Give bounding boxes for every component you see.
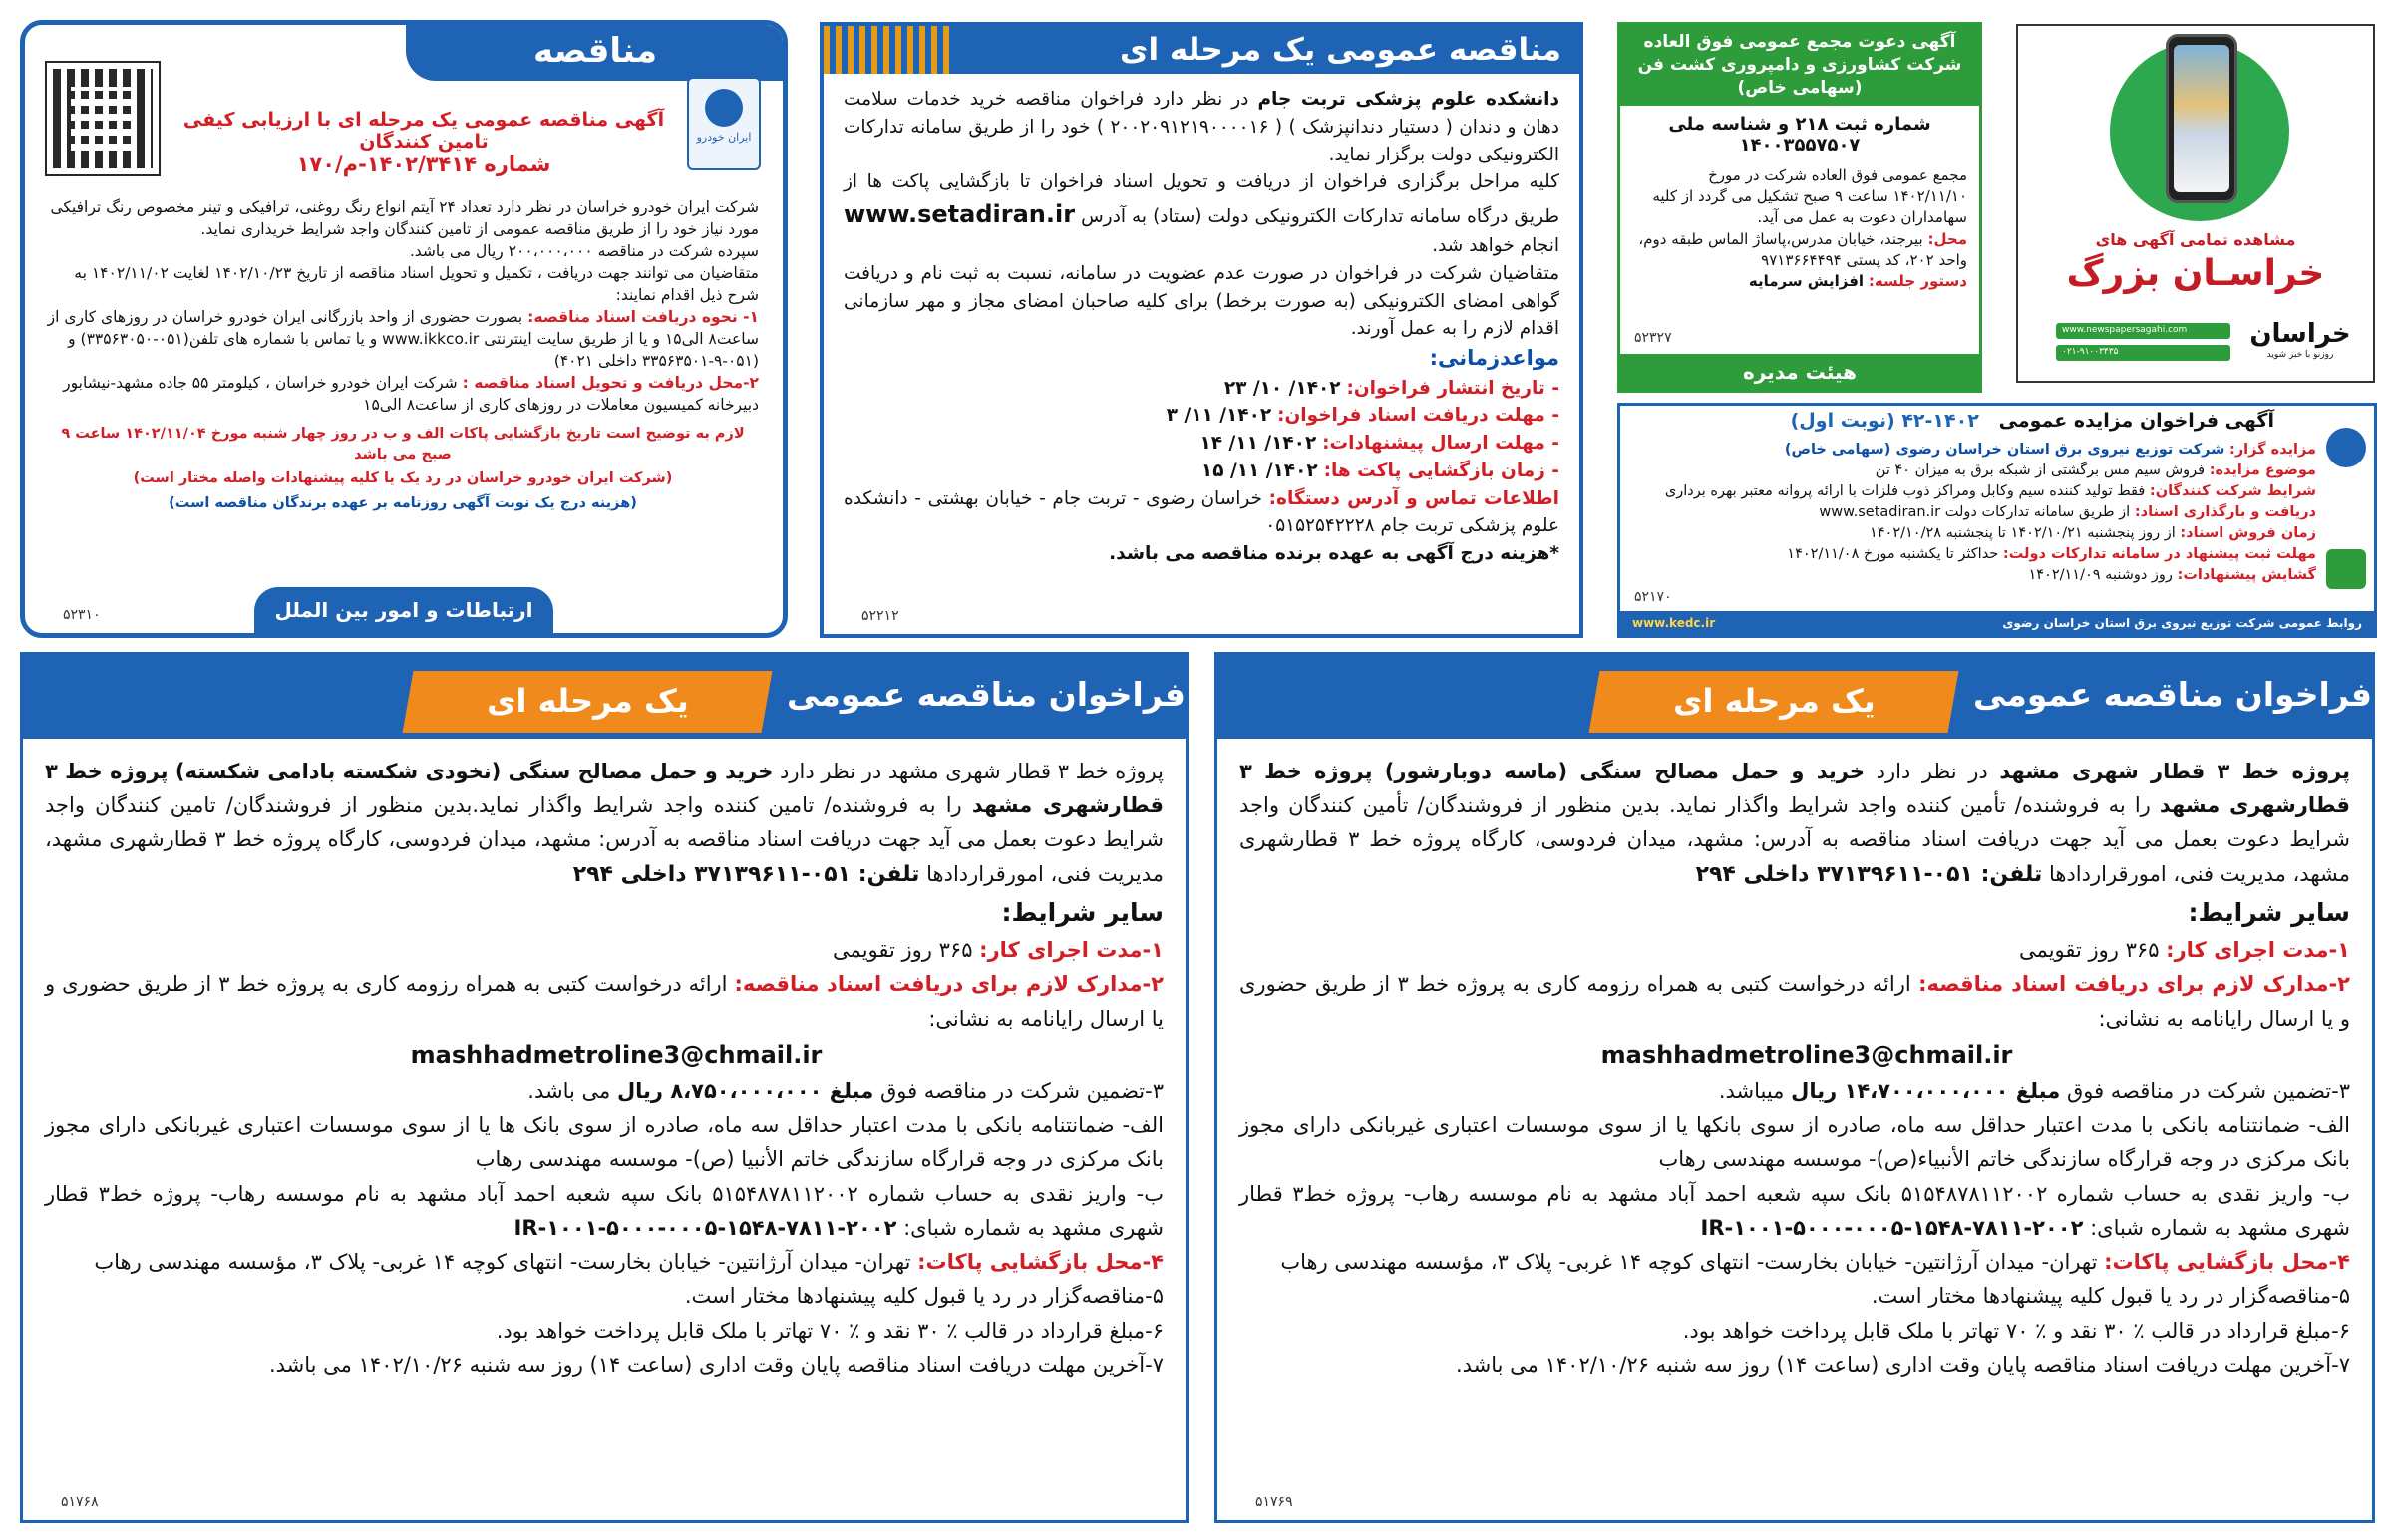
cost-note: (هزینه درج یک نوبت آگهی روزنامه بر عهده برندگان مناقصه است) [169, 494, 637, 511]
phone-number: تلفن: ۰۵۱-۳۷۱۳۹۶۱۱ داخلی ۲۹۴ [572, 861, 920, 887]
contact-label: اطلاعات تماس و آدرس دستگاه: [1268, 487, 1559, 509]
energy-icon [2326, 549, 2366, 589]
condition-row [1239, 933, 2350, 967]
promo-brand: خراسـان بزرگ [2066, 253, 2325, 294]
project-name: پروژه خط ۳ قطار شهری مشهد [1999, 760, 2350, 783]
metro-tender-ad-gravel [20, 652, 1189, 1523]
info-row [1636, 565, 2316, 586]
ad-body [1239, 755, 2350, 1382]
email-link[interactable]: mashhadmetroline3@chmail.ir [410, 1040, 823, 1069]
condition-label: ۴-محل بازگشایی پاکات: [2104, 1250, 2350, 1275]
tender-ad-iran-khodro [20, 20, 788, 638]
section-label: ۱- نحوه دریافت اسناد مناقصه: [527, 308, 759, 326]
ad-body [824, 74, 1579, 568]
paragraph-text: را به فروشنده/ تأمین کننده واجد شرایط واگذار نماید. بدین منظور از فروشندگان/ تأمین کنندگان واجد شرایط دعوت بعمل می آید جهت دریافت اسناد مناقصه به آدرس: مشهد، میدان فردوسی، کارگاه پروژه خط ۳ قطارشهری مشهد، مدیریت فنی، امورقراردادها [1239, 793, 2351, 886]
ad-footer: ارتباطات و امور بین الملل [254, 587, 553, 635]
ad-code: ۵۲۱۷۰ [1634, 589, 1672, 605]
date-row [844, 402, 1559, 430]
paragraph-text: پروژه خط ۳ قطار شهری مشهد در نظر دارد [773, 760, 1164, 783]
smartphone-icon [2166, 34, 2237, 203]
opening-note: لازم به توضیح است تاریخ بازگشایی پاکات الف و ب در روز چهار شنبه مورخ ۱۴۰۲/۱۱/۰۴ ساعت ۹ صبح می باشد [61, 426, 745, 462]
contact-text: خراسان رضوی - تربت جام - خیابان بهشتی - دانشکده علوم پزشکی تربت جام ۰۵۱۵۲۵۴۲۲۲۸ [844, 487, 1559, 537]
ad-footer: هیئت مدیره [1620, 354, 1979, 390]
condition-row [1239, 1177, 2350, 1245]
cost-note: *هزینه درج آگهی به عهده برنده مناقصه می باشد. [1109, 543, 1559, 564]
condition-row [45, 967, 1164, 1035]
condition-text: ارائه درخواست کتبی به همراه رزومه کاری به پروژه خط ۳ از طریق حضوری و یا ارسال رایانامه به نشانی: [45, 972, 1164, 1031]
date-value: ۱۴۰۲/ ۱۱/ ۱۵ [1200, 460, 1318, 481]
metro-tender-ad-sand [1214, 652, 2375, 1523]
iban-number: IR-۱۰۰۱-۵۰۰۰-۰۰۰۵-۱۵۴۸-۷۸۱۱-۲۰۰۲ [513, 1215, 897, 1240]
ad-tag [1589, 671, 1959, 733]
other-conditions-title: سایر شرایط: [2188, 897, 2350, 927]
assembly-notice-ad [1617, 22, 1982, 393]
condition-text: ۳-تضمین شرکت در مناقصه فوق [2060, 1079, 2350, 1104]
condition-row [45, 1075, 1164, 1108]
footer-text: روابط عمومی شرکت توزیع نیروی برق استان خراسان رضوی [2002, 616, 2362, 630]
ad-body [1620, 159, 1979, 299]
paragraph: مجمع عمومی فوق العاده شرکت در مورخ ۱۴۰۲/۱۱/۱۰ ساعت ۹ صبح تشکیل می گردد از کلیه سهامداران دعوت به عمل می آید. [1652, 165, 1967, 227]
info-row [1636, 461, 2316, 481]
date-value: ۱۴۰۲/ ۱۱/ ۱۴ [1199, 433, 1317, 454]
info-row [1636, 523, 2316, 544]
condition-row: الف- ضمانتنامه بانکی با مدت اعتبار حداقل سه ماه، صادره از سوی بانک ها یا از سوی موسسات اعتباری غیربانکی دارای مجوز بانک مرکزی در وجه قرارگاه سازندگی خاتم الأنبیا (ص)- موسسه مهندسی رهاب [45, 1113, 1164, 1172]
iran-khodro-logo-icon: ایران خودرو [687, 77, 761, 170]
paragraph: متقاضیان شرکت در فراخوان در صورت عدم عضویت در سامانه، نسبت به ثبت نام و دریافت گواهی امضای الکترونیکی (به صورت برخط) برای کلیه صاحبان امضای مجاز و مهر سازمانی اقدام لازم را به عمل آورند. [844, 262, 1559, 340]
date-label: - مهلت دریافت اسناد فراخوان: [1277, 405, 1559, 427]
condition-text: تهران- میدان آرژانتین- خیابان بخارست- انتهای کوچه ۱۴ غربی- پلاک ۳، مؤسسه مهندسی رهاب [94, 1250, 918, 1275]
agenda-text: افزایش سرمایه [1748, 272, 1865, 291]
condition-label: ۴-محل بازگشایی پاکات: [917, 1250, 1164, 1275]
title-text: آگهی فراخوان مزایده عمومی [1998, 410, 2274, 432]
row-text: شرکت توزیع نیروی برق استان خراسان رضوی (سهامی خاص) [1784, 442, 2225, 458]
ad-footer [1620, 611, 2374, 635]
row-label: مزایده گزار: [2229, 442, 2316, 458]
condition-text: ۳۶۵ روز تقویمی [2019, 938, 2167, 963]
condition-row: الف- ضمانتنامه بانکی با مدت اعتبار حداقل سه ماه، صادره از سوی بانکها یا از سوی موسسات اعتباری غیربانکی دارای مجوز بانک مرکزی در وجه قرارگاه سازندگی خاتم الأنبیاء(ص)- موسسه مهندسی رهاب [1239, 1113, 2350, 1172]
contact-row [844, 485, 1559, 541]
condition-label: ۱-مدت اجرای کار: [2166, 938, 2350, 963]
tender-subject: خرید و حمل مصالح سنگی (ماسه دوبارشور) پروژه خط ۳ قطارشهری مشهد [1239, 760, 2350, 818]
condition-text: ۳۶۵ روز تقویمی [833, 938, 980, 963]
section-label: ۲-محل دریافت و تحویل اسناد مناقصه : [462, 374, 759, 392]
place-row [1632, 229, 1967, 272]
guarantee-amount: مبلغ ۸،۷۵۰،۰۰۰،۰۰۰ ریال [616, 1079, 874, 1104]
paragraph-text: در نظر دارد [1864, 760, 2000, 783]
place-text: بیرجند، خیابان مدرس،پاساژ الماس طبقه دوم، واحد ۲۰۲، کد پستی ۹۷۱۳۶۶۴۴۹۴ [1638, 229, 1967, 269]
khorasan-promo-ad [2016, 24, 2375, 383]
condition-row: ۶-مبلغ قرارداد در قالب ٪ ۳۰ نقد و ٪ ۷۰ تهاتر با ملک قابل پرداخت خواهد بود. [1682, 1318, 2350, 1343]
row-label: مهلت ثبت پیشنهاد در سامانه تدارکات دولت: [2002, 546, 2316, 563]
promo-caption: مشاهده تمامی آگهی های [2095, 230, 2296, 249]
organization-name: دانشکده علوم پزشکی تربت جام [1257, 89, 1559, 110]
condition-label: ۲-مدارک لازم برای دریافت اسناد مناقصه: [1918, 972, 2350, 997]
condition-row: ۷-آخرین مهلت دریافت اسناد مناقصه پایان وقت اداری (ساعت ۱۴) روز سه شنبه ۱۴۰۲/۱۰/۲۶ می باشد. [268, 1352, 1164, 1377]
row-label: زمان فروش اسناد: [2180, 525, 2316, 542]
condition-row [1239, 1075, 2350, 1108]
date-label: - تاریخ انتشار فراخوان: [1346, 377, 1559, 399]
condition-row: ۵-مناقصه‌گزار در رد یا قبول کلیه پیشنهادها مختار است. [684, 1284, 1164, 1309]
ad-header: آگهی دعوت مجمع عمومی فوق العاده شرکت کشاورزی و دامپروری کشت فن (سهامی خاص) [1620, 25, 1979, 106]
date-value: ۱۴۰۲/ ۱۰/ ۲۳ [1223, 377, 1341, 399]
paragraph [45, 755, 1164, 893]
date-label: - مهلت ارسال پیشنهادات: [1322, 433, 1559, 454]
qr-code-icon [47, 63, 159, 174]
ad-code: ۵۲۳۲۷ [1634, 330, 1672, 346]
ad-code: ۵۱۷۶۹ [1255, 1494, 1293, 1510]
row-text: فروش سیم مس برگشتی از شبکه برق به میزان ۴۰ تن [1875, 462, 2206, 479]
dates-title: مواعدزمانی: [1429, 346, 1559, 370]
ad-header: مناقصه عمومی یک مرحله ای [824, 26, 1579, 74]
ad-number: ۱۴۰۲-۴۲ (نوبت اول) [1790, 410, 1979, 432]
ad-title: آگهی مناقصه عمومی یک مرحله ای با ارزیابی کیفی تامین کنندگان [182, 109, 665, 153]
paragraph [47, 306, 759, 372]
section-text: بصورت حضوری از واحد بازرگانی ایران خودرو خراسان در روزهای کاری از ساعت۸ الی۱۵ و یا از طریق سایت اینترنتی www.ikkco.ir و یا تماس با شماره های تلفن(۰۵۱-۳۳۵۶۳۰۵۰) و (۰۵۱-۹-۳۳۵۶۳۵۰۱ داخلی ۴۰۲۱) [47, 308, 759, 370]
ad-body [47, 196, 759, 513]
row-label: موضوع مزایده: [2209, 462, 2316, 479]
registration-number: شماره ثبت ۲۱۸ و شناسه ملی ۱۴۰۰۳۵۵۷۵۰۷ [1668, 113, 1931, 155]
condition-label: ۱-مدت اجرای کار: [979, 938, 1164, 963]
logo-subtitle: روزنو با خبر شوید [2266, 350, 2334, 360]
section-text: شرکت ایران خودرو خراسان ، کیلومتر ۵۵ جاده مشهد-نیشابور دبیرخانه کمیسیون معاملات در روزهای کاری از ساعت۸ الی۱۵ [63, 374, 759, 414]
iban-number: IR-۱۰۰۱-۵۰۰۰-۰۰۰۵-۱۵۴۸-۷۸۱۱-۲۰۰۲ [1700, 1215, 2084, 1240]
condition-row [45, 1177, 1164, 1245]
agenda-row [1632, 271, 1967, 292]
phone-number: تلفن: ۰۵۱-۳۷۱۳۹۶۱۱ داخلی ۲۹۴ [1695, 861, 2043, 887]
info-row [1636, 440, 2316, 461]
date-label: - زمان بازگشایی پاکت ها: [1323, 460, 1559, 481]
power-company-logo-icon [2326, 428, 2366, 467]
paragraph [47, 372, 759, 416]
ad-title [1791, 410, 2274, 432]
condition-text: تهران- میدان آرژانتین- خیابان بخارست- انتهای کوچه ۱۴ غربی- پلاک ۳، مؤسسه مهندسی رهاب [1280, 1250, 2105, 1275]
date-row [844, 458, 1559, 485]
condition-row [45, 933, 1164, 967]
condition-row: ۵-مناقصه‌گزار در رد یا قبول کلیه پیشنهادها مختار است. [1871, 1284, 2350, 1309]
row-text: حداکثر تا یکشنبه مورخ ۱۴۰۲/۱۱/۰۸ [1787, 546, 1999, 563]
condition-text: ۳-تضمین شرکت در مناقصه فوق [873, 1079, 1164, 1104]
ad-tag [403, 671, 773, 733]
khorasan-logo-icon [2245, 321, 2355, 360]
other-conditions-title: سایر شرایط: [1001, 897, 1164, 927]
row-text: از طریق سامانه تدارکات دولت www.setadiran.ir [1819, 504, 2131, 521]
email-row [1239, 1036, 2350, 1075]
ad-body [45, 755, 1164, 1382]
email-row [45, 1036, 1164, 1075]
ad-code: ۵۲۲۱۲ [861, 608, 899, 624]
paragraph-text: را به فروشنده/ تامین کننده واجد شرایط واگذار نماید.بدین منظور از فروشندگان/ تامین کنندگان واجد شرایط دعوت بعمل می آید جهت دریافت اسناد مناقصه به آدرس: مشهد، میدان فردوسی، کارگاه پروژه خط ۳ قطارشهری مشهد، مدیریت فنی، امورقراردادها [45, 793, 1164, 886]
paragraph-text: در نظر دارد فراخوان مناقصه خرید خدمات سلامت دهان و دندان ( دستیار دندانپزشک ) ( ۲۰۰۲۰۹۱۲۱۹۰۰۰۰۱۶ ) خود را از طریق سامانه تدارکات الکترونیکی دولت برگزار نماید. [844, 89, 1559, 165]
condition-text: میباشد. [1718, 1079, 1792, 1104]
row-text: روز دوشنبه ۱۴۰۲/۱۱/۰۹ [2028, 567, 2173, 584]
rights-note: (شرکت ایران خودرو خراسان در رد یک یا کلیه پیشنهادات واصله مختار است) [133, 470, 673, 487]
date-row [844, 430, 1559, 458]
info-row [1636, 502, 2316, 523]
agenda-label: دستور جلسه: [1868, 272, 1967, 291]
paragraph: متقاضیان می توانند جهت دریافت ، تکمیل و تحویل اسناد مناقصه از تاریخ ۱۴۰۲/۱۰/۲۳ لغایت ۱۴۰۲/۱۱/۰۲ به شرح ذیل اقدام نمایند: [74, 264, 759, 304]
paragraph: سپرده شرکت در مناقصه ۲۰۰،۰۰۰،۰۰۰ ریال می باشد. [409, 242, 759, 260]
condition-row: ۷-آخرین مهلت دریافت اسناد مناقصه پایان وقت اداری (ساعت ۱۴) روز سه شنبه ۱۴۰۲/۱۰/۲۶ می باشد. [1455, 1352, 2350, 1377]
info-row [1636, 481, 2316, 502]
tender-ad-torbat-jam [820, 22, 1583, 638]
condition-row [45, 1245, 1164, 1279]
ad-header: فراخوان مناقصه عمومی [1973, 675, 2372, 714]
ad-header: فراخوان مناقصه عمومی [787, 675, 1186, 714]
row-text: فقط تولید کننده سیم وکابل ومراکز ذوب فلزات با ارائه پروانه معتبر بهره برداری [1664, 483, 2146, 500]
paragraph [844, 168, 1559, 260]
website-link[interactable]: www.newspapersagahi.com [2056, 323, 2230, 339]
row-label: گشایش پیشنهادات: [2177, 567, 2316, 584]
logo-text: خراسان [2249, 319, 2351, 349]
paragraph [1239, 755, 2350, 893]
date-value: ۱۴۰۲/ ۱۱/ ۳ [1166, 405, 1272, 427]
paragraph: شرکت ایران خودرو خراسان در نظر دارد تعداد ۲۴ آیتم انواع رنگ روغنی، ترافیکی و تینر مخصوص رنگ ترافیکی مورد نیاز خود را از طریق مناقصه عمومی از تامین کنندگان واجد شرایط خریداری نماید. [50, 198, 759, 238]
condition-label: ۲-مدارک لازم برای دریافت اسناد مناقصه: [734, 972, 1164, 997]
row-text: از روز پنجشنبه ۱۴۰۲/۱۰/۲۱ تا پنجشنبه ۱۴۰۲/۱۰/۲۸ [1869, 525, 2176, 542]
tag-text: یک مرحله ای [1672, 682, 1876, 720]
condition-text: ب- واریز نقدی به حساب شماره ۵۱۵۴۸۷۸۱۱۲۰۰۲ بانک سپه شعبه احمد آباد مشهد به نام موسسه رهاب- پروژه خط۳ قطار شهری مشهد به شماره شبای: [45, 1181, 1165, 1240]
auction-ad-power-company [1617, 403, 2377, 638]
condition-row [1239, 1245, 2350, 1279]
setad-url-link[interactable]: www.setadiran.ir [844, 200, 1076, 228]
ad-number: شماره ۱۴۰۲/۳۴۱۴-م/۱۷۰ [296, 153, 551, 176]
info-row [1636, 544, 2316, 565]
guarantee-amount: مبلغ ۱۴،۷۰۰،۰۰۰،۰۰۰ ریال [1791, 1079, 2061, 1104]
condition-row: ۶-مبلغ قرارداد در قالب ٪ ۳۰ نقد و ٪ ۷۰ تهاتر با ملک قابل پرداخت خواهد بود. [496, 1318, 1164, 1343]
condition-text: ارائه درخواست کتبی به همراه رزومه کاری به پروژه خط ۳ از طریق حضوری و یا ارسال رایانامه به نشانی: [1239, 972, 2350, 1031]
row-label: دریافت و بارگذاری اسناد: [2134, 504, 2316, 521]
condition-row [1239, 967, 2350, 1035]
ad-body [1636, 440, 2316, 586]
ad-code: ۵۱۷۶۸ [61, 1494, 99, 1510]
paragraph-text: انجام خواهد شد. [1432, 235, 1559, 256]
paragraph [844, 86, 1559, 168]
ad-header: مناقصه [406, 23, 785, 81]
ad-code: ۵۲۳۱۰ [63, 607, 101, 623]
row-label: شرایط شرکت کنندگان: [2149, 483, 2316, 500]
tag-text: یک مرحله ای [486, 682, 689, 720]
kedc-website-link[interactable]: www.kedc.ir [1632, 616, 1716, 630]
email-link[interactable]: mashhadmetroline3@chmail.ir [1600, 1040, 2013, 1069]
date-row [844, 375, 1559, 403]
phone-link[interactable]: ۰۲۱-۹۱۰۰۳۴۳۵ [2056, 345, 2230, 361]
place-label: محل: [1927, 229, 1967, 248]
tender-subject: خرید و حمل مصالح سنگی (نخودی شکسته بادامی شکسته) پروژه خط ۳ قطارشهری مشهد [45, 760, 1164, 818]
paragraph-text: کلیه مراحل برگزاری فراخوان از دریافت و تحویل اسناد فراخوان تا بازگشایی پاکت ها از طریق درگاه سامانه تدارکات الکترونیکی دولت (ستاد) به آدرس [844, 171, 1559, 227]
condition-text: می باشد. [527, 1079, 617, 1104]
condition-text: ب- واریز نقدی به حساب شماره ۵۱۵۴۸۷۸۱۱۲۰۰۲ بانک سپه شعبه احمد آباد مشهد به نام موسسه رهاب- پروژه خط۳ قطار شهری مشهد به شماره شبای: [1239, 1181, 2350, 1240]
